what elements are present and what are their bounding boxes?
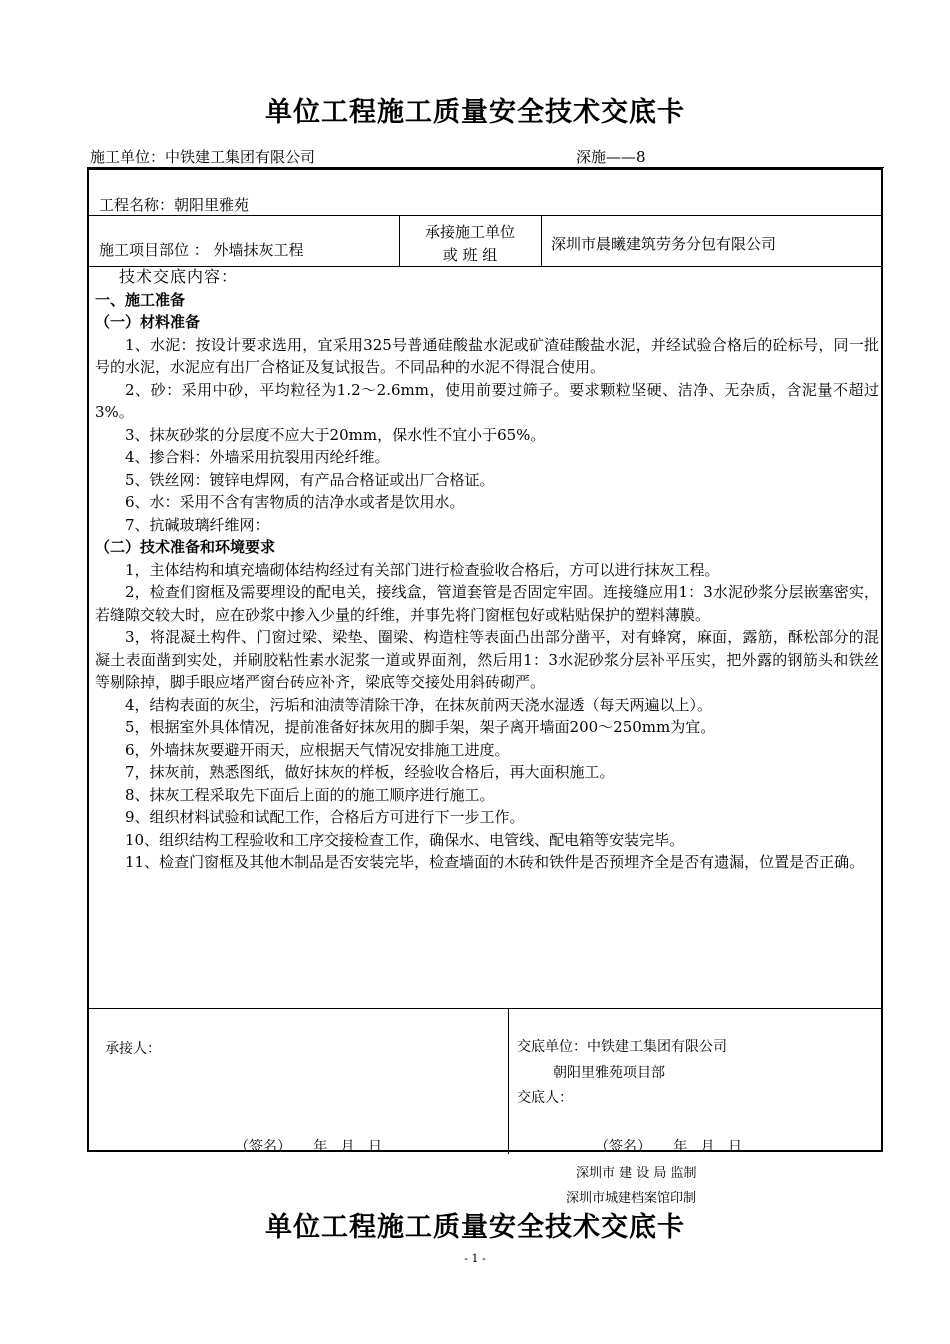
- list-item: 7、抗碱玻璃纤维网：: [125, 515, 270, 534]
- receiver-label-1: 承接施工单位: [424, 223, 515, 241]
- page-number: - 1 -: [464, 1252, 486, 1265]
- row-divider: [89, 1008, 881, 1009]
- list-item: 11、检查门窗框及其他木制品是否安装完毕，检查墙面的木砖和铁件是否预埋齐全是否有遗漏，位置是否正确。: [125, 853, 865, 871]
- receiver-sign-label: 承接人：: [105, 1041, 161, 1057]
- list-item: 2，检查们窗框及需要埋设的配电关，接线盒，管道套管是否固定牢固。连接缝应用1：3水泥砂浆分层嵌塞密实，若缝隙交较大时，应在砂浆中掺入少量的纤维，并事先将门窗框包好或粘贴保护的塑料薄膜。: [95, 583, 879, 624]
- list-item: 3、抹灰砂浆的分层度不应大于20mm，保水性不宜小于65%。: [125, 425, 546, 444]
- discloser-project: 朝阳里雅苑项目部: [553, 1065, 665, 1081]
- list-item: 7，抹灰前，熟悉图纸，做好抹灰的样板，经验收合格后，再大面积施工。: [125, 763, 615, 781]
- list-item: 1、水泥：按设计要求选用，宜采用325号普通硅酸盐水泥或矿渣硅酸盐水泥，并经试验合格后的砼标号，同一批号的水泥，水泥应有出厂合格证及复试报告。不同品种的水泥不得混合使用。: [95, 335, 879, 376]
- form-code: 深施——8: [576, 148, 646, 166]
- list-item: 2、砂：采用中砂，平均粒径为1.2～2.6mm，使用前要过筛子。要求颗粒坚硬、洁净、无杂质，含泥量不超过3%。: [95, 380, 879, 421]
- section-heading: 一、施工准备: [95, 290, 186, 309]
- subsection-heading: （一）材料准备: [95, 313, 201, 331]
- column-divider: [541, 215, 542, 266]
- list-item: 9、组织材料试验和试配工作，合格后方可进行下一步工作。: [125, 808, 525, 826]
- receiver-label-2: 或 班 组: [442, 246, 498, 264]
- construction-unit: 施工单位：中铁建工集团有限公司: [90, 148, 316, 166]
- list-item: 6、水：采用不含有害物质的洁净水或者是饮用水。: [125, 493, 465, 511]
- printer-note: 深圳市城建档案馆印制: [566, 1191, 697, 1206]
- receiver-value: 深圳市晨曦建筑劳务分包有限公司: [551, 235, 777, 253]
- form-table: [87, 168, 883, 1155]
- content-heading: 技术交底内容：: [119, 267, 239, 286]
- discloser-person: 交底人：: [517, 1090, 573, 1106]
- project-dept: 施工项目部位 ： 外墙抹灰工程: [99, 241, 304, 259]
- column-divider: [508, 1008, 509, 1154]
- list-item: 1，主体结构和填充墙砌体结构经过有关部门进行检查验收合格后，方可以进行抹灰工程。: [125, 560, 720, 579]
- list-item: 6，外墙抹灰要避开雨天，应根据天气情况安排施工进度。: [125, 740, 510, 759]
- list-item: 3，将混凝土构件、门窗过梁、梁垫、圈梁、构造柱等表面凸出部分凿平，对有蜂窝，麻面，露筋，酥松部分的混凝土表面凿到实处，并刷胶粘性素水泥浆一道或界面剂，然后用1：3水泥砂浆分层补平压实，把外露的钢筋头和铁丝等剔除掉，脚手眼应堵严窗台砖应补齐，梁底等交接处用斜砖砌严。: [95, 628, 879, 691]
- supervisor-note: 深圳市 建 设 局 监制: [576, 1166, 697, 1181]
- subsection-heading: （二）技术准备和环境要求: [95, 538, 276, 556]
- row-divider: [89, 215, 881, 216]
- document-title: 单位工程施工质量安全技术交底卡: [265, 97, 685, 128]
- list-item: 5，根据室外具体情况，提前准备好抹灰用的脚手架，架子离开墙面200～250mm为宜。: [125, 718, 716, 736]
- discloser-unit: 交底单位：中铁建工集团有限公司: [517, 1039, 727, 1055]
- document-title-repeat: 单位工程施工质量安全技术交底卡: [265, 1212, 685, 1243]
- list-item: 5、铁丝网：镀锌电焊网，有产品合格证或出厂合格证。: [125, 470, 495, 489]
- disclosure-content: [91, 266, 879, 874]
- project-name: 工程名称：朝阳里雅苑: [99, 196, 250, 214]
- discloser-sign-date: （签名） 年 月 日: [595, 1139, 742, 1155]
- list-item: 10、组织结构工程验收和工序交接检查工作，确保水、电管线、配电箱等安装完毕。: [125, 830, 685, 849]
- list-item: 8、抹灰工程采取先下面后上面的的施工顺序进行施工。: [125, 785, 495, 804]
- list-item: 4、掺合料：外墙采用抗裂用丙纶纤维。: [125, 448, 390, 466]
- list-item: 4，结构表面的灰尘，污垢和油渍等清除干净，在抹灰前两天浇水湿透（每天两遍以上）。: [125, 695, 713, 714]
- receiver-sign-date: （签名） 年 月 日: [235, 1139, 382, 1155]
